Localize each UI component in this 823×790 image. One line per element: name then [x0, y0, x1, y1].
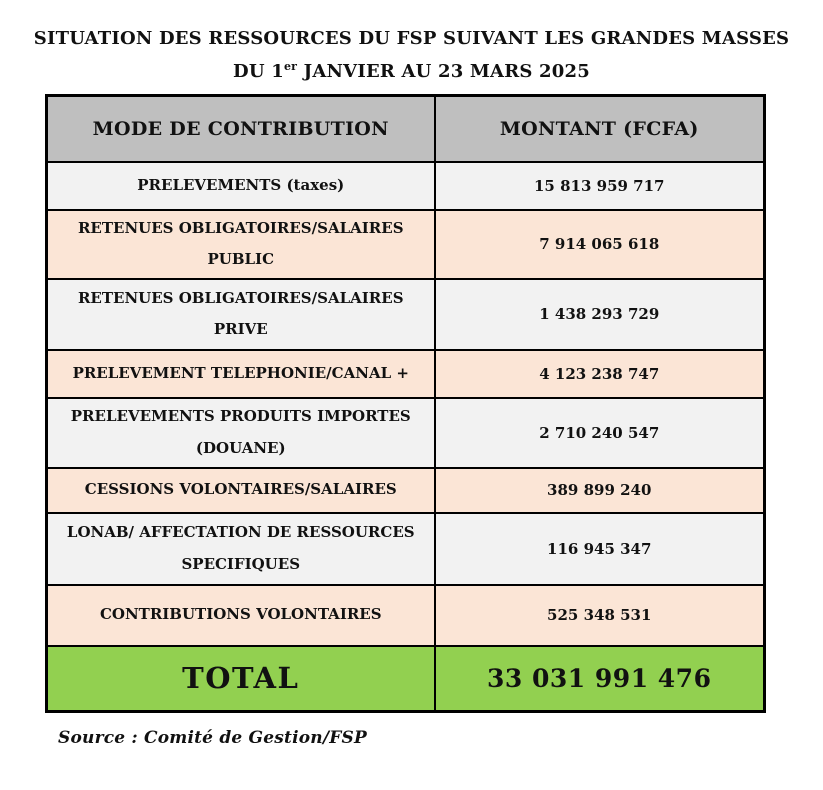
table-body: [47, 162, 765, 646]
table-footer: [47, 646, 765, 712]
title-line-2-suffix: JANVIER AU 23 MARS 2025: [297, 61, 590, 82]
resources-table: [45, 94, 766, 713]
total-label-cell: TOTAL: [47, 646, 435, 712]
table-header: [47, 96, 765, 162]
header-cell-mode: MODE DE CONTRIBUTION: [47, 96, 435, 162]
amount-cell: 2 710 240 547: [435, 398, 765, 468]
amount-cell: 4 123 238 747: [435, 350, 765, 398]
table-row: [47, 585, 765, 646]
table-row: [47, 162, 765, 210]
total-row: [47, 646, 765, 712]
contribution-mode-cell: PRELEVEMENT TELEPHONIE/CANAL +: [47, 350, 435, 398]
amount-cell: 389 899 240: [435, 468, 765, 513]
contribution-mode-cell: PRELEVEMENTS PRODUITS IMPORTES (DOUANE): [47, 398, 435, 468]
title-line-2: [0, 60, 823, 82]
contribution-mode-cell: RETENUES OBLIGATOIRES/SALAIRES PRIVE: [47, 279, 435, 350]
contribution-mode-cell: PRELEVEMENTS (taxes): [47, 162, 435, 210]
contribution-mode-cell: LONAB/ AFFECTATION DE RESSOURCES SPECIFIQUES: [47, 513, 435, 585]
source-note: Source : Comité de Gestion/FSP: [58, 728, 367, 748]
amount-cell: 1 438 293 729: [435, 279, 765, 350]
table-row: [47, 468, 765, 513]
contribution-mode-cell: RETENUES OBLIGATOIRES/SALAIRES PUBLIC: [47, 210, 435, 279]
table-row: [47, 513, 765, 585]
amount-cell: 116 945 347: [435, 513, 765, 585]
table-row: [47, 398, 765, 468]
table-row: [47, 279, 765, 350]
amount-cell: 525 348 531: [435, 585, 765, 646]
header-row: [47, 96, 765, 162]
header-cell-amount: MONTANT (FCFA): [435, 96, 765, 162]
table-row: [47, 350, 765, 398]
table-row: [47, 210, 765, 279]
document-title: [0, 30, 823, 81]
title-line-1: SITUATION DES RESSOURCES DU FSP SUIVANT LES GRANDES MASSES: [33, 28, 790, 49]
amount-cell: 15 813 959 717: [435, 162, 765, 210]
total-amount-cell: 33 031 991 476: [435, 646, 765, 712]
title-line-2-prefix: DU 1: [233, 61, 284, 82]
contribution-mode-cell: CONTRIBUTIONS VOLONTAIRES: [47, 585, 435, 646]
ordinal-superscript: er: [283, 60, 298, 73]
amount-cell: 7 914 065 618: [435, 210, 765, 279]
contribution-mode-cell: CESSIONS VOLONTAIRES/SALAIRES: [47, 468, 435, 513]
